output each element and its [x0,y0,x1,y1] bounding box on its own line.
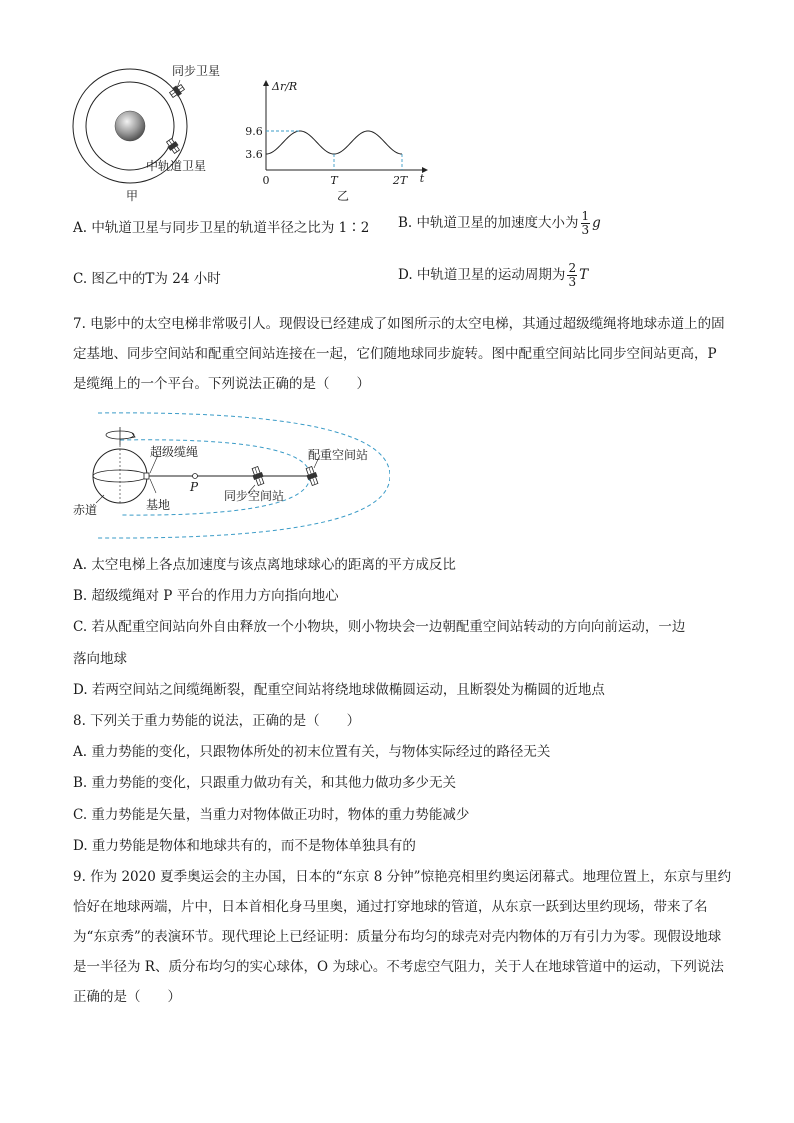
x-axis-label: t [419,172,425,185]
label-p: P [190,480,199,494]
platform-p [193,474,198,479]
tick-label-x-0: 0 [262,174,270,187]
y-axis-label: Δr/R [272,80,298,93]
q7-option-d: D. 若两空间站之间缆绳断裂，配重空间站将绕地球做椭圆运动，且断裂处为椭圆的近地点 [73,682,605,698]
chart-yi [240,74,430,194]
q8-option-c: C. 重力势能是矢量，当重力对物体做正功时，物体的重力势能减少 [73,807,470,823]
orbit-figure [68,58,238,208]
q9-stem: 9. 作为 2020 夏季奥运会的主办国，日本的“东京 8 分钟”惊艳亮相里约奥运闭幕式。地理位置上，东京与里约恰好在地球两端，片中，日本首相化身马里奥，通过打穿地球的管道，从东京一跃到达里约现场，带来了名为“东京秀”的表演环节。现代理论上已经证明：质量分布均匀的球壳对壳内物体的万有引力为零。现假设地球是一半径为 R、质分布均匀的实心球体，O 为球心。不考虑空气阻力，关于人在地球管道中的运动，下列说法正确的是（ ） [73,869,732,1005]
q6-option-d [398,261,588,289]
q6-option-b-symbol: g [592,215,601,231]
tick-label-y-36: 3.6 [245,148,263,161]
caption-jia: 甲 [126,189,139,203]
caption-yi: 乙 [337,189,350,203]
earth [115,111,145,141]
label-base: 基地 [146,498,171,512]
q6-option-d-symbol: T [579,267,589,283]
y-axis-arrow [263,80,269,86]
q8-option-d: D. 重力势能是物体和地球共有的，而不是物体单独具有的 [73,838,416,854]
fraction [567,262,577,289]
mid-satellite-icon [165,137,181,154]
q6-option-c: C. 图乙中的T为 24 小时 [73,271,221,287]
label-mid-satellite: 中轨道卫星 [146,159,207,173]
q7-option-b: B. 超级缆绳对 P 平台的作用力方向指向地心 [73,588,339,604]
label-sync-station: 同步空间站 [224,489,285,503]
q7-option-c-line1: C. 若从配重空间站向外自由释放一个小物块，则小物块会一边朝配重空间站转动的方向向前运动，一边 [73,619,686,635]
q6-option-b-text: B. 中轨道卫星的加速度大小为 [398,215,579,231]
fraction-numerator: 2 [568,261,577,275]
q7-stem: 7. 电影中的太空电梯非常吸引人。现假设已经建成了如图所示的太空电梯，其通过超级缆绳将地球赤道上的固定基地、同步空间站和配重空间站连接在一起，它们随地球同步旋转。图中配重空间站比同步空间站更高，P 是缆绳上的一个平台。下列说法正确的是（ ） [73,316,725,392]
q8-stem: 8. 下列关于重力势能的说法，正确的是（ ） [73,713,361,729]
label-sync-satellite: 同步卫星 [172,64,221,78]
q8-option-a: A. 重力势能的变化，只跟物体所处的初末位置有关，与物体实际经过的路径无关 [73,744,551,760]
fraction [581,210,591,237]
base-icon [144,473,149,479]
tick-label-y-96: 9.6 [245,125,263,138]
space-elevator-figure [70,405,390,540]
tick-label-x-T: T [330,174,338,187]
q6-option-a: A. 中轨道卫星与同步卫星的轨道半径之比为 1∶2 [73,220,370,236]
series-line [266,131,402,154]
q6-option-d-text: D. 中轨道卫星的运动周期为 [398,267,566,283]
fraction-numerator: 1 [581,209,590,223]
q7-option-c-line2: 落向地球 [73,651,127,667]
fraction-denominator: 3 [568,275,577,289]
tick-label-x-2T: 2T [392,174,408,187]
label-super-cable: 超级缆绳 [150,445,199,459]
fraction-denominator: 3 [581,223,590,237]
label-counterweight-station: 配重空间站 [308,448,369,462]
q6-option-b [398,209,601,237]
q8-option-b: B. 重力势能的变化，只跟重力做功有关，和其他力做功多少无关 [73,775,457,791]
sync-satellite-icon [168,83,185,99]
label-equator: 赤道 [73,503,98,517]
q7-option-a: A. 太空电梯上各点加速度与该点离地球球心的距离的平方成反比 [73,557,456,573]
